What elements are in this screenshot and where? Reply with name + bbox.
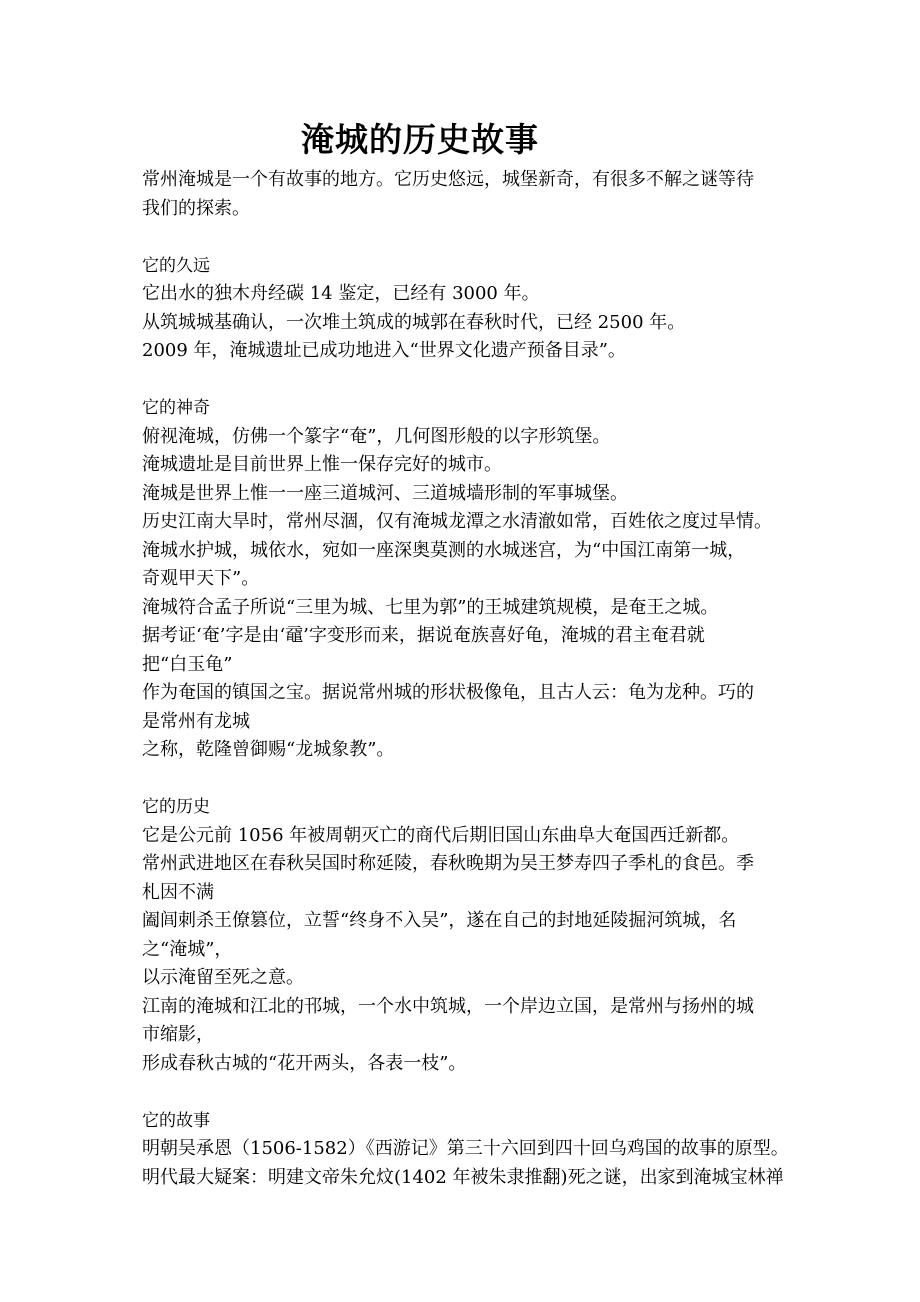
section-line: 之称，乾隆曾御赐“龙城象教”。 xyxy=(142,739,395,760)
section-line: 把“白玉龟” xyxy=(142,653,233,675)
section-line: 常州武进地区在春秋吴国时称延陵，春秋晚期为吴王梦寿四子季札的食邑。季 xyxy=(142,853,754,874)
section-line: 之“淹城”， xyxy=(142,938,233,960)
section-line: 2009 年，淹城遗址已成功地进入“世界文化遗产预备目录”。 xyxy=(142,340,626,361)
section-line: 历史江南大旱时，常州尽涸，仅有淹城龙潭之水清澈如常，百姓依之度过旱情。 xyxy=(142,511,772,532)
section-line: 俯视淹城，仿佛一个篆字“奄”，几何图形般的以字形筑堡。 xyxy=(142,425,611,447)
section-antiquity xyxy=(142,252,802,366)
section-line: 阖闾刺杀王僚篡位，立誓“终身不入吴”，遂在自己的封地延陵掘河筑城，名 xyxy=(142,910,737,931)
paragraph-gap xyxy=(142,223,802,252)
paragraph-gap xyxy=(142,1078,802,1107)
document-title: 淹城的历史故事 xyxy=(301,120,539,159)
section-heading: 它的久远 xyxy=(142,255,210,276)
document-body xyxy=(142,166,802,1192)
section-line: 明代最大疑案：明建文帝朱允炆(1402 年被朱隶推翻)死之谜，出家到淹城宝林禅 xyxy=(142,1166,784,1188)
section-line: 是常州有龙城 xyxy=(142,710,250,732)
section-line: 市缩影， xyxy=(142,1024,214,1045)
paragraph-gap xyxy=(142,366,802,395)
section-wonders xyxy=(142,394,802,765)
section-line: 它出水的独木舟经碳 14 鉴定，已经有 3000 年。 xyxy=(142,283,540,304)
section-line: 淹城是世界上惟一一座三道城河、三道城墙形制的军事城堡。 xyxy=(142,482,628,504)
section-line: 江南的淹城和江北的邗城，一个水中筑城，一个岸边立国，是常州与扬州的城 xyxy=(142,995,754,1017)
section-line: 形成春秋古城的“花开两头，各表一枝”。 xyxy=(142,1052,467,1074)
section-line: 淹城符合孟子所说“三里为城、七里为郭”的王城建筑规模，是奄王之城。 xyxy=(142,596,719,618)
section-heading: 它的故事 xyxy=(142,1110,210,1131)
section-stories xyxy=(142,1107,802,1193)
section-line: 以示淹留至死之意。 xyxy=(142,967,304,988)
section-line: 据考证‘奄’字是由‘黿’字变形而来，据说奄族喜好龟，淹城的君主奄君就 xyxy=(142,625,705,646)
section-line: 淹城水护城，城依水，宛如一座深奥莫测的水城迷宫，为“中国江南第一城， xyxy=(142,539,746,561)
section-line: 作为奄国的镇国之宝。据说常州城的形状极像龟，且古人云：龟为龙种。巧的 xyxy=(142,682,754,703)
section-history xyxy=(142,793,802,1078)
section-line: 奇观甲天下”。 xyxy=(142,568,260,589)
section-line: 它是公元前 1056 年被周朝灭亡的商代后期旧国山东曲阜大奄国西迁新都。 xyxy=(142,824,740,846)
section-line: 明朝吴承恩（1506-1582）《西游记》第三十六回到四十回乌鸡国的故事的原型。 xyxy=(142,1138,789,1159)
section-heading: 它的历史 xyxy=(142,797,210,817)
intro-paragraph xyxy=(142,166,802,223)
section-heading: 它的神奇 xyxy=(142,398,210,418)
section-line: 淹城遗址是目前世界上惟一保存完好的城市。 xyxy=(142,454,502,475)
paragraph-gap xyxy=(142,765,802,794)
section-line: 札因不满 xyxy=(142,881,214,903)
intro-line: 常州淹城是一个有故事的地方。它历史悠远，城堡新奇，有很多不解之谜等待 xyxy=(142,169,754,190)
intro-line: 我们的探索。 xyxy=(142,197,250,219)
section-line: 从筑城城基确认，一次堆土筑成的城郭在春秋时代，已经 2500 年。 xyxy=(142,311,686,333)
